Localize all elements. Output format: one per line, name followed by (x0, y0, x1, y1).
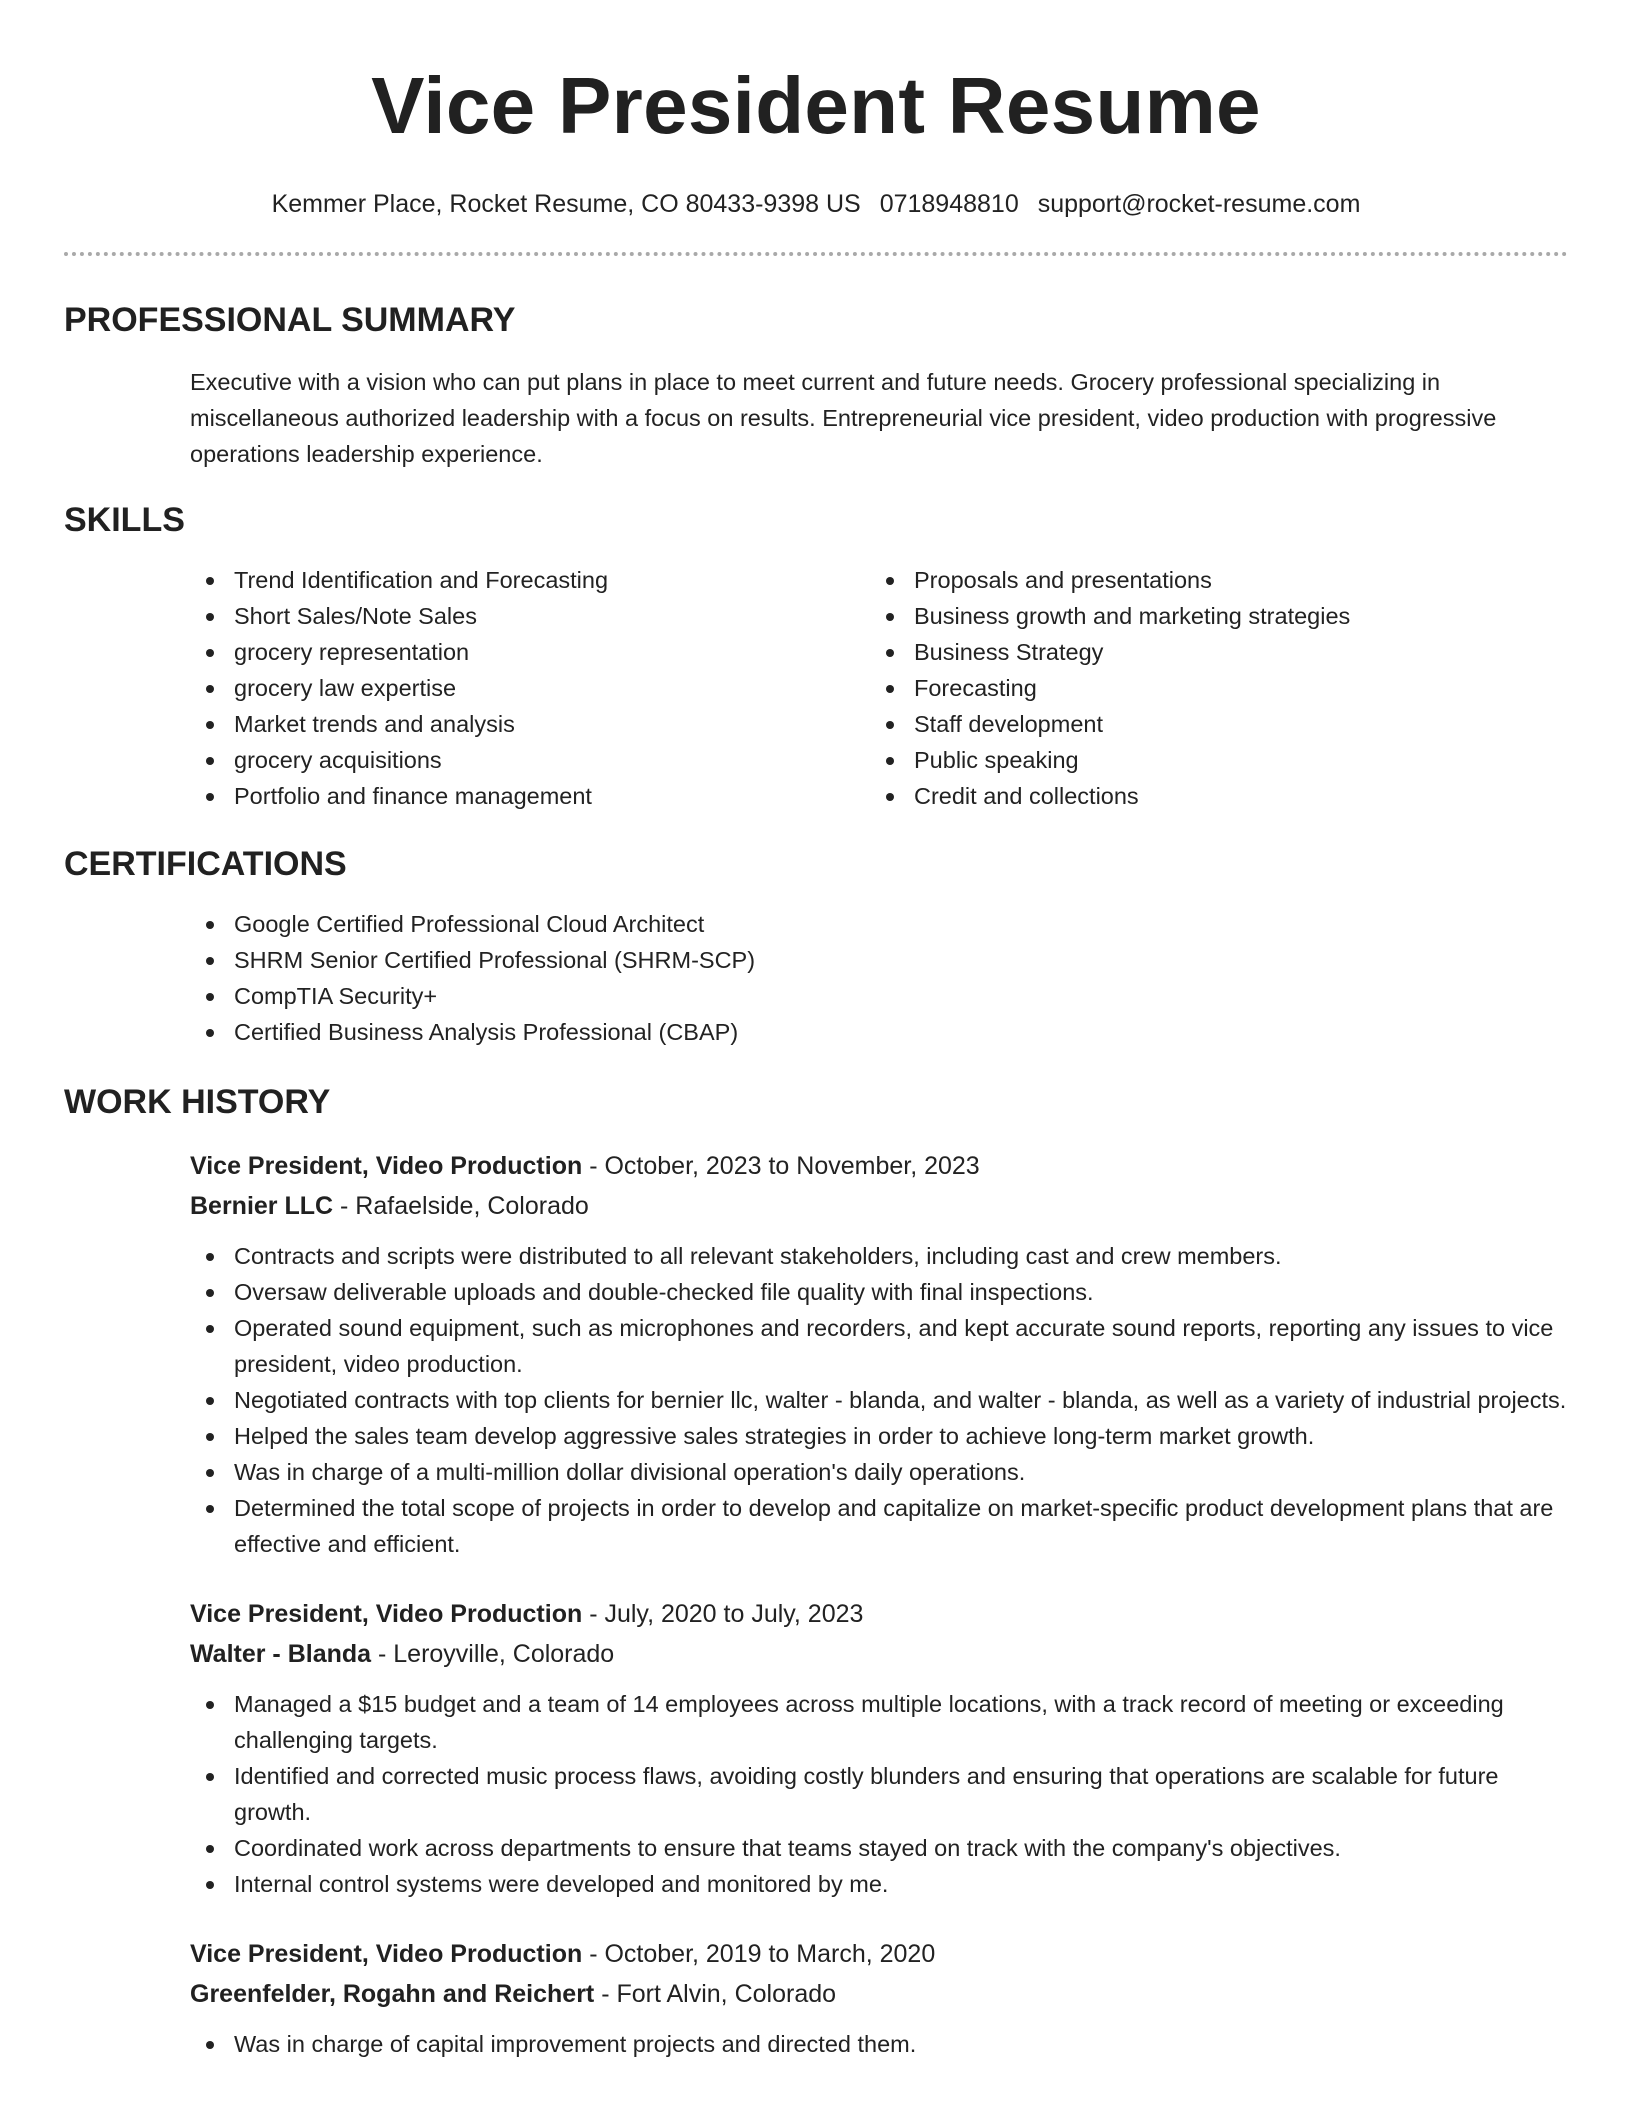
skills-left-column (190, 562, 870, 814)
job-location: - Leroyville, Colorado (371, 1640, 615, 1668)
job-bullets (190, 2026, 1580, 2062)
contact-email: support@rocket-resume.com (1037, 190, 1361, 218)
skill-item: Public speaking (870, 742, 1550, 778)
job-bullet: Helped the sales team develop aggressive sales strategies in order to achieve long-term market growth. (190, 1418, 1580, 1454)
work-history-heading: WORK HISTORY (64, 1083, 331, 1121)
skill-item: Short Sales/Note Sales (190, 598, 870, 634)
certification-item: Google Certified Professional Cloud Architect (190, 906, 1568, 942)
job-dates: - October, 2023 to November, 2023 (582, 1152, 980, 1180)
job-bullets (190, 1238, 1580, 1562)
certification-item: CompTIA Security+ (190, 978, 1568, 1014)
job-company-line (190, 1634, 1580, 1674)
skill-item: grocery law expertise (190, 670, 870, 706)
skill-item: Proposals and presentations (870, 562, 1550, 598)
skill-item: Portfolio and finance management (190, 778, 870, 814)
header-divider (64, 252, 1568, 256)
job-title-line (190, 1594, 1580, 1634)
job-bullet: Was in charge of capital improvement projects and directed them. (190, 2026, 1580, 2062)
skills-heading: SKILLS (64, 501, 185, 539)
job-bullet: Negotiated contracts with top clients for bernier llc, walter - blanda, and walter - blanda, as well as a variety of industrial projects. (190, 1382, 1580, 1418)
skill-item: Forecasting (870, 670, 1550, 706)
resume-title: Vice President Resume (371, 61, 1261, 150)
skill-item: Credit and collections (870, 778, 1550, 814)
job-entry (190, 1146, 1580, 1562)
skill-item: Market trends and analysis (190, 706, 870, 742)
contact-line (64, 189, 1568, 219)
job-company: Greenfelder, Rogahn and Reichert (190, 1980, 595, 2008)
certifications-list (190, 906, 1568, 1050)
job-bullets (190, 1686, 1580, 1902)
certifications-heading: CERTIFICATIONS (64, 845, 347, 883)
job-bullet: Determined the total scope of projects in order to develop and capitalize on market-specific product development plans that are effective and efficient. (190, 1490, 1580, 1562)
job-bullet: Identified and corrected music process flaws, avoiding costly blunders and ensuring that operations are scalable for future growth. (190, 1758, 1580, 1830)
job-dates: - July, 2020 to July, 2023 (582, 1600, 864, 1628)
skills-right-column (870, 562, 1550, 814)
job-bullet: Was in charge of a multi-million dollar divisional operation's daily operations. (190, 1454, 1580, 1490)
skill-item: Trend Identification and Forecasting (190, 562, 870, 598)
summary-text: Executive with a vision who can put plans in place to meet current and future needs. Grocery professional specializing in miscellaneous authorized leadership with a focus on results. Entrepreneurial vice president, video production with progressive operations leadership experience. (190, 369, 1497, 467)
job-entry (190, 1594, 1580, 1902)
job-company-line (190, 1974, 1580, 2014)
job-company: Walter - Blanda (190, 1640, 372, 1668)
job-company-line (190, 1186, 1580, 1226)
skill-item: grocery representation (190, 634, 870, 670)
skill-item: Staff development (870, 706, 1550, 742)
job-location: - Rafaelside, Colorado (333, 1192, 589, 1220)
skill-item: Business Strategy (870, 634, 1550, 670)
job-title-line (190, 1146, 1580, 1186)
job-title: Vice President, Video Production (190, 1152, 583, 1180)
job-bullet: Oversaw deliverable uploads and double-checked file quality with final inspections. (190, 1274, 1580, 1310)
certification-item: Certified Business Analysis Professional (CBAP) (190, 1014, 1568, 1050)
job-bullet: Internal control systems were developed and monitored by me. (190, 1866, 1580, 1902)
summary-heading: PROFESSIONAL SUMMARY (64, 301, 516, 339)
skill-item: Business growth and marketing strategies (870, 598, 1550, 634)
skill-item: grocery acquisitions (190, 742, 870, 778)
job-bullet: Operated sound equipment, such as microphones and recorders, and kept accurate sound reports, reporting any issues to vice president, video production. (190, 1310, 1580, 1382)
job-bullet: Managed a $15 budget and a team of 14 employees across multiple locations, with a track record of meeting or exceeding challenging targets. (190, 1686, 1580, 1758)
job-dates: - October, 2019 to March, 2020 (582, 1940, 936, 1968)
job-title: Vice President, Video Production (190, 1600, 583, 1628)
job-bullet: Coordinated work across departments to ensure that teams stayed on track with the company's objectives. (190, 1830, 1580, 1866)
contact-address: Kemmer Place, Rocket Resume, CO 80433-9398 US (271, 190, 861, 218)
job-location: - Fort Alvin, Colorado (594, 1980, 837, 2008)
job-title: Vice President, Video Production (190, 1940, 583, 1968)
job-company: Bernier LLC (190, 1192, 334, 1220)
job-bullet: Contracts and scripts were distributed to all relevant stakeholders, including cast and crew members. (190, 1238, 1580, 1274)
job-entry (190, 1934, 1580, 2062)
skills-grid (190, 562, 1570, 814)
contact-phone: 0718948810 (879, 190, 1019, 218)
certification-item: SHRM Senior Certified Professional (SHRM-SCP) (190, 942, 1568, 978)
job-title-line (190, 1934, 1580, 1974)
